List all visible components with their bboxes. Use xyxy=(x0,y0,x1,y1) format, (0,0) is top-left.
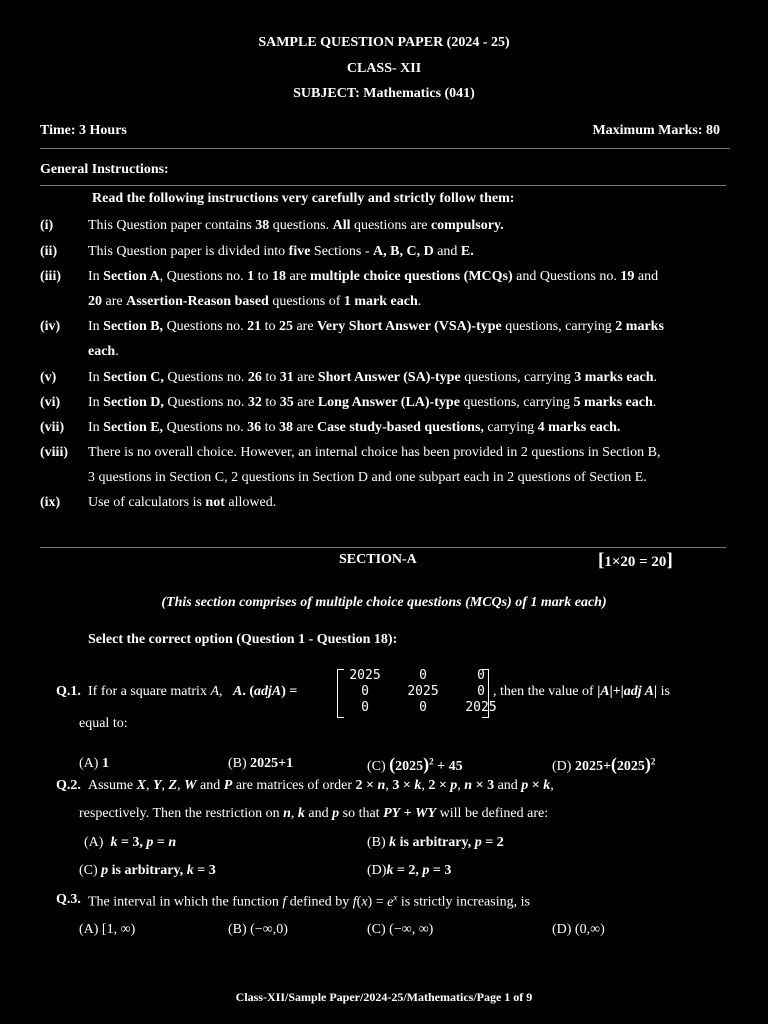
instruction-text: In Section D, Questions no. 32 to 35 are Long Answer (LA)-type questions, carrying 5 marks each. xyxy=(88,395,657,410)
option-a: (A) [1, ∞) xyxy=(79,922,136,937)
section-marks: [1×20 = 20] xyxy=(598,550,673,571)
instruction-text: 20 are Assertion-Reason based questions of 1 mark each. xyxy=(88,294,422,309)
question-text: equal to: xyxy=(79,716,128,731)
instruction-text: In Section A, Questions no. 1 to 18 are multiple choice questions (MCQs) and Questions no. 19 and xyxy=(88,269,659,284)
matrix-cell: 0 xyxy=(419,700,427,715)
question-label: Q.1. xyxy=(56,684,81,699)
instruction-text: This Question paper contains 38 questions. All questions are compulsory. xyxy=(88,218,504,233)
matrix-cell: 0 xyxy=(477,668,485,683)
section-title: SECTION-A xyxy=(339,552,417,567)
instruction-text: There is no overall choice. However, an internal choice has been provided in 2 questions in Section B, xyxy=(88,445,661,460)
matrix-bracket-right xyxy=(482,669,489,718)
instruction-text: each. xyxy=(88,344,119,359)
option-b: (B) k is arbitrary, p = 2 xyxy=(367,835,504,850)
matrix-cell: 0 xyxy=(419,668,427,683)
matrix-cell: 2025 xyxy=(349,668,381,683)
instruction-text: In Section E, Questions no. 36 to 38 are Case study-based questions, carrying 4 marks each. xyxy=(88,420,621,435)
question-label: Q.3. xyxy=(56,892,81,907)
max-marks-label: Maximum Marks: 80 xyxy=(592,123,720,138)
option-b: (B) (−∞,0) xyxy=(228,922,288,937)
matrix-cell: 0 xyxy=(477,684,485,699)
instruction-text: 3 questions in Section C, 2 questions in Section D and one subpart each in 2 questions of Section E. xyxy=(88,470,647,485)
matrix-cell: 2025 xyxy=(407,684,439,699)
time-label: Time: 3 Hours xyxy=(40,123,127,138)
question-text: If for a square matrix A, A. (adjA) = xyxy=(88,684,298,699)
question-text: respectively. Then the restriction on n, k and p so that PY + WY will be defined are: xyxy=(79,806,549,821)
instruction-number: (iv) xyxy=(40,319,61,334)
question-text: The interval in which the function f defined by $f(x) = e^x$ is strictly increasing, is xyxy=(88,892,530,910)
instruction-text: In Section B, Questions no. 21 to 25 are Very Short Answer (VSA)-type questions, carrying 2 marks xyxy=(88,319,664,334)
question-label: Q.2. xyxy=(56,778,81,793)
instruction-text: This Question paper is divided into five Sections - A, B, C, D and E. xyxy=(88,244,474,259)
divider xyxy=(40,547,726,548)
instructions-heading: General Instructions: xyxy=(40,162,169,177)
instruction-number: (iii) xyxy=(40,269,61,284)
select-instruction: Select the correct option (Question 1 - Question 18): xyxy=(88,632,398,647)
option-c: (C) p is arbitrary, k = 3 xyxy=(79,863,216,878)
option-d: (D)k = 2, p = 3 xyxy=(367,863,452,878)
option-c: (C) $(2025)^2 + 45$ xyxy=(367,754,463,774)
subject-label: SUBJECT: Mathematics (041) xyxy=(293,86,475,101)
instruction-number: (i) xyxy=(40,218,54,233)
instruction-number: (vi) xyxy=(40,395,61,410)
section-note: (This section comprises of multiple choice questions (MCQs) of 1 mark each) xyxy=(161,595,607,610)
question-text: Assume X, Y, Z, W and P are matrices of order 2 × n, 3 × k, 2 × p, n × 3 and p × k, xyxy=(88,778,554,793)
option-a: (A) 1 xyxy=(79,756,109,771)
divider xyxy=(40,148,730,149)
option-d: (D) (0,∞) xyxy=(552,922,605,937)
option-b: (B) 2025+1 xyxy=(228,756,294,771)
question-text: , then the value of |A|+|adj A| is xyxy=(493,684,670,699)
instruction-text: In Section C, Questions no. 26 to 31 are Short Answer (SA)-type questions, carrying 3 marks each. xyxy=(88,370,658,385)
instruction-number: (vii) xyxy=(40,420,65,435)
instruction-number: (ix) xyxy=(40,495,61,510)
class-label: CLASS- XII xyxy=(346,61,422,76)
instruction-number: (viii) xyxy=(40,445,68,460)
instruction-text: Use of calculators is not allowed. xyxy=(88,495,277,510)
option-a: (A) k = 3, p = n xyxy=(84,835,177,850)
matrix-cell: 0 xyxy=(361,684,369,699)
instruction-number: (ii) xyxy=(40,244,58,259)
option-d: (D) $2025+(2025)^2$ xyxy=(552,754,656,774)
matrix-cell: 0 xyxy=(361,700,369,715)
instructions-intro: Read the following instructions very carefully and strictly follow them: xyxy=(92,191,515,206)
option-c: (C) (−∞, ∞) xyxy=(367,922,434,937)
page-footer: Class-XII/Sample Paper/2024-25/Mathematics/Page 1 of 9 xyxy=(235,990,533,1004)
instruction-number: (v) xyxy=(40,370,57,385)
paper-title: SAMPLE QUESTION PAPER (2024 - 25) xyxy=(258,35,510,50)
matrix-cell: 2025 xyxy=(465,700,497,715)
divider xyxy=(40,185,726,186)
